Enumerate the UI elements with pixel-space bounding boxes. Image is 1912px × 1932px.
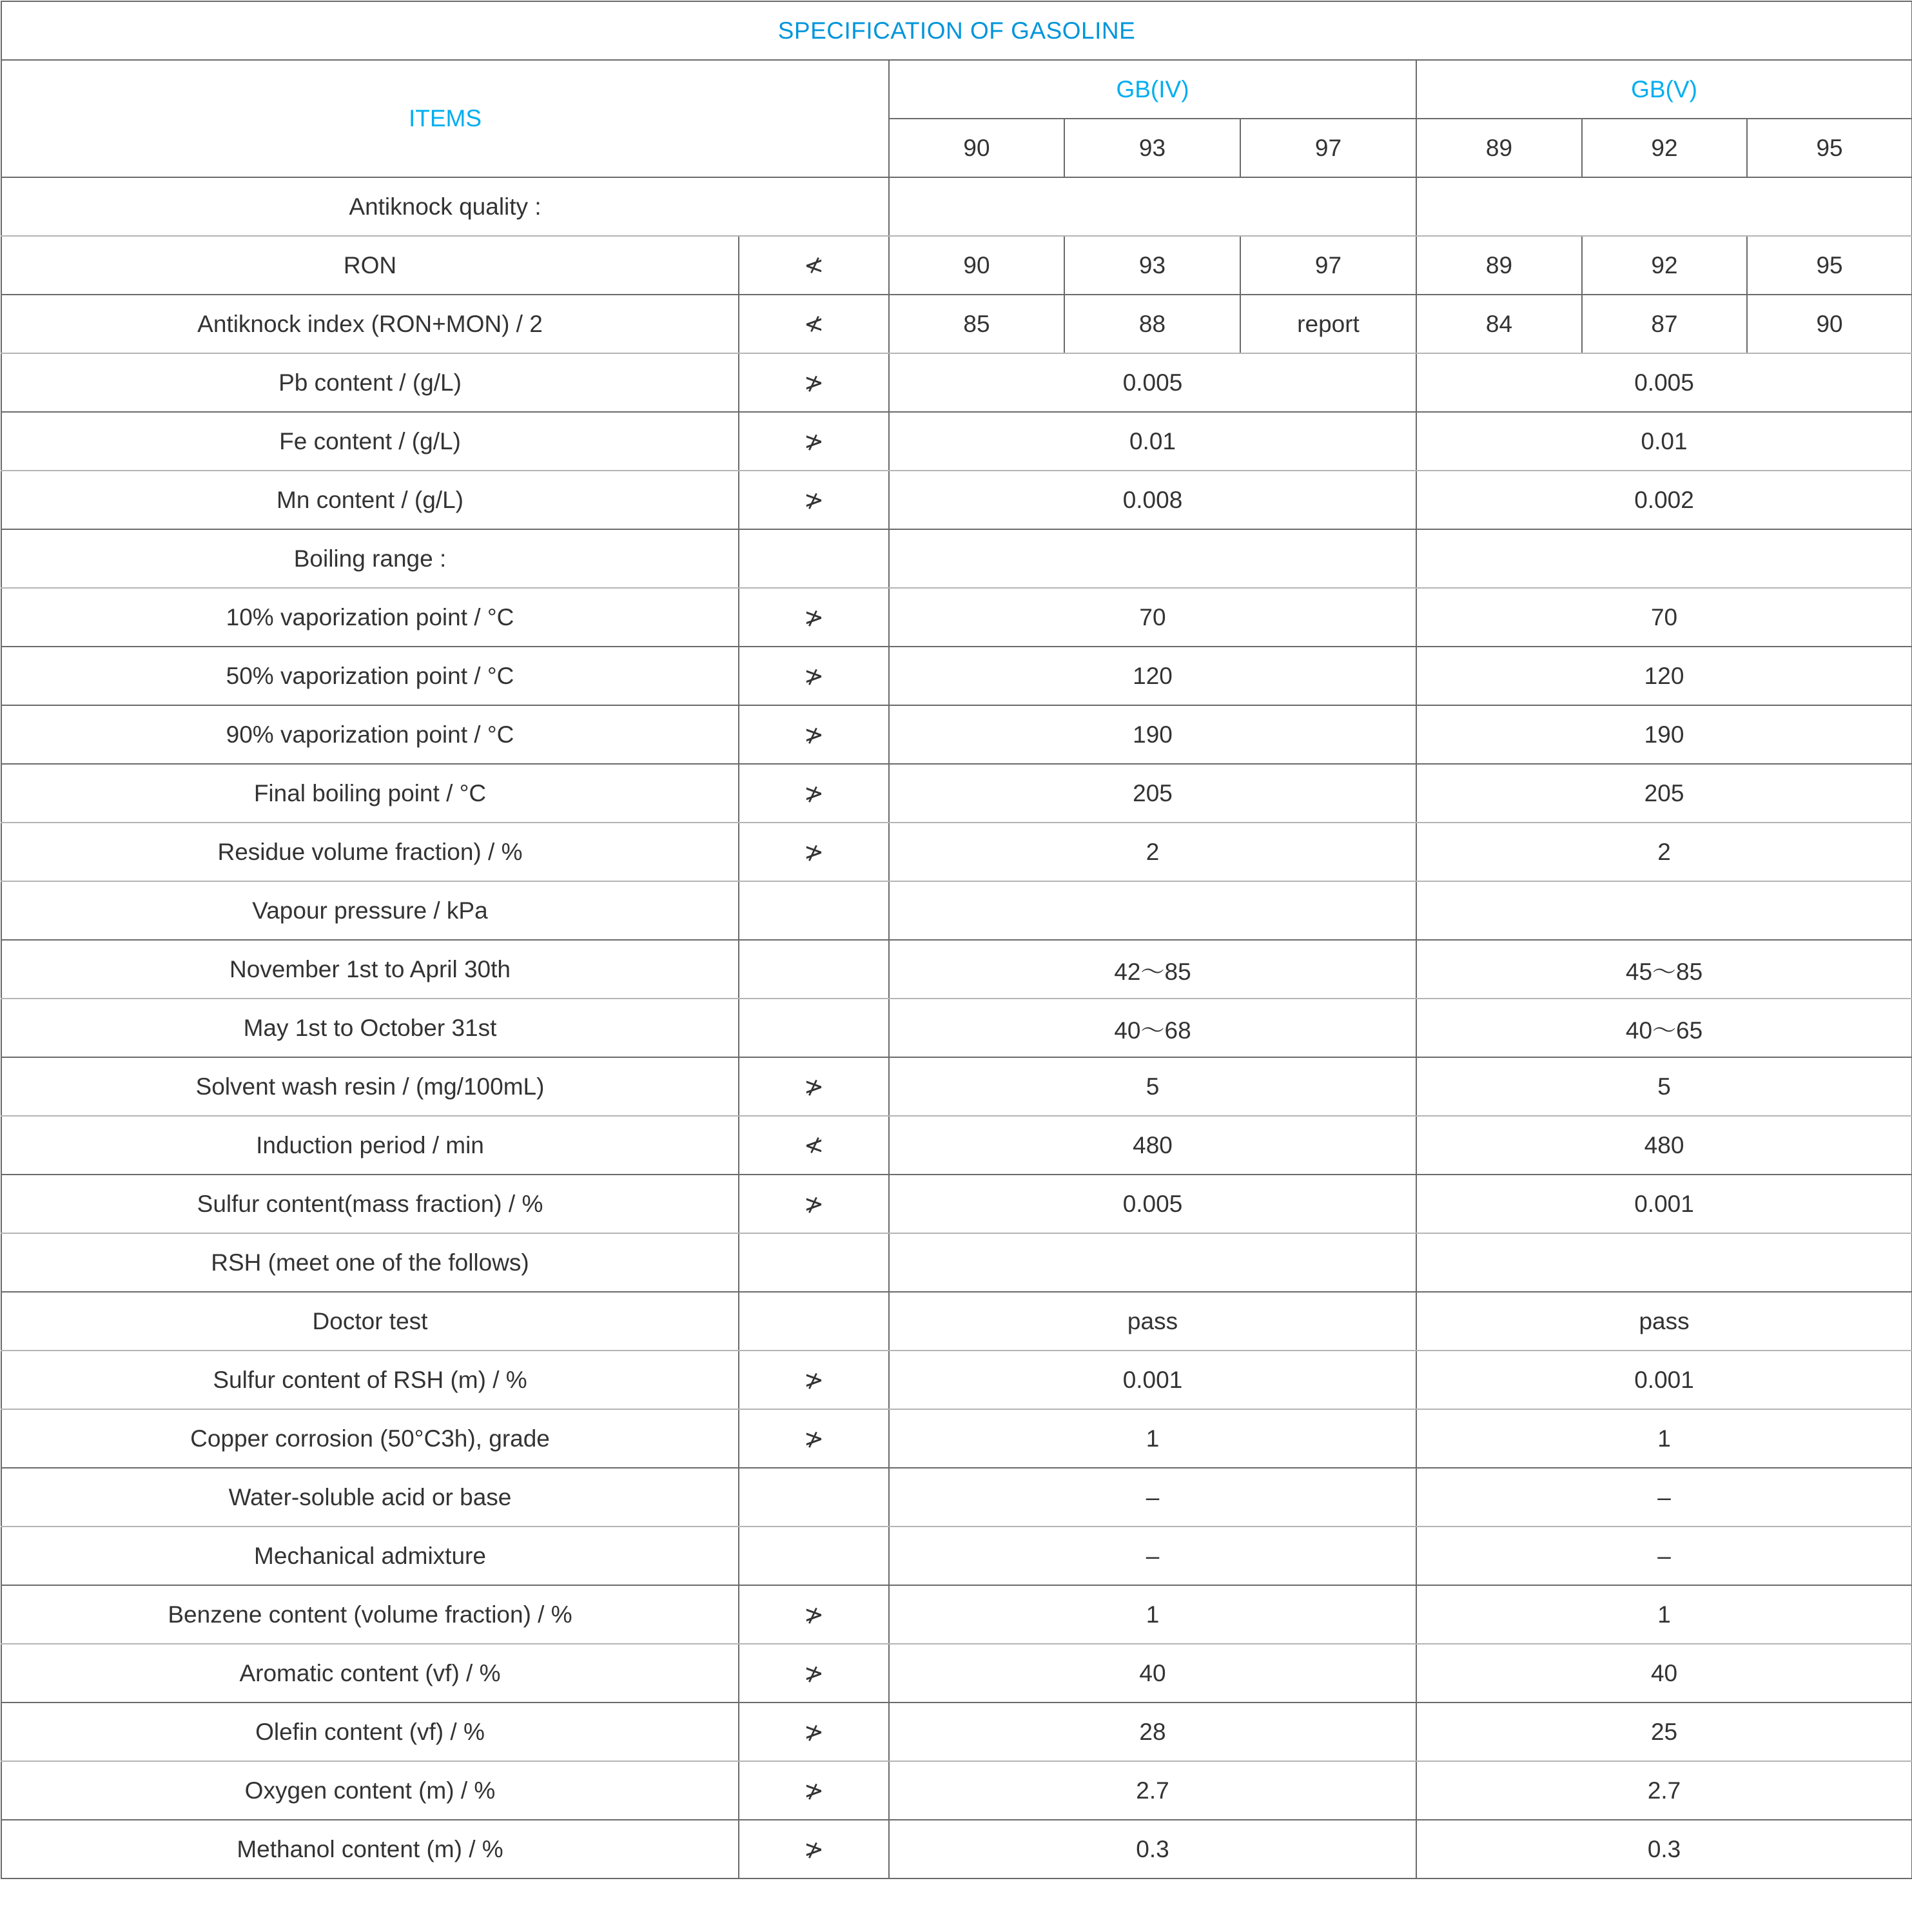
gb5-value: 190 xyxy=(1416,705,1912,764)
gb5-value: 1 xyxy=(1416,1409,1912,1468)
gb4-value xyxy=(889,529,1416,588)
gb4-value: 2.7 xyxy=(889,1761,1416,1820)
table-row xyxy=(1,1761,1912,1820)
item-label: Vapour pressure / kPa xyxy=(1,881,739,940)
limit-sign xyxy=(739,999,889,1057)
item-label: Pb content / (g/L) xyxy=(1,353,739,412)
gb5-value: 2 xyxy=(1416,823,1912,881)
item-label: Aromatic content (vf) / % xyxy=(1,1644,739,1703)
item-label: 10% vaporization point / °C xyxy=(1,588,739,647)
item-label: Sulfur content of RSH (m) / % xyxy=(1,1351,739,1409)
gb4-90-value: 90 xyxy=(889,236,1064,295)
table-row xyxy=(1,588,1912,647)
table-row xyxy=(1,236,1912,295)
item-label: Oxygen content (m) / % xyxy=(1,1761,739,1820)
table-row xyxy=(1,1175,1912,1233)
item-label: Final boiling point / °C xyxy=(1,764,739,823)
table-row xyxy=(1,1527,1912,1585)
gb5-95-value: 95 xyxy=(1747,236,1912,295)
limit-sign: ≯ xyxy=(739,1820,889,1878)
limit-sign: ≯ xyxy=(739,412,889,471)
gb4-value: 28 xyxy=(889,1703,1416,1761)
gb5-value: 2.7 xyxy=(1416,1761,1912,1820)
gb4-value: 0.005 xyxy=(889,1175,1416,1233)
limit-sign xyxy=(739,1292,889,1351)
gb4-value: 190 xyxy=(889,705,1416,764)
table-row xyxy=(1,177,1912,236)
gb5-89-value: 89 xyxy=(1416,236,1582,295)
gb4-value: 120 xyxy=(889,647,1416,705)
item-label: Fe content / (g/L) xyxy=(1,412,739,471)
item-label: Olefin content (vf) / % xyxy=(1,1703,739,1761)
item-label: Copper corrosion (50°C3h), grade xyxy=(1,1409,739,1468)
limit-sign: ≯ xyxy=(739,1703,889,1761)
group-header-gb5: GB(V) xyxy=(1416,60,1912,119)
limit-sign: ≯ xyxy=(739,1057,889,1116)
limit-sign xyxy=(739,1233,889,1292)
gb4-value: 0.01 xyxy=(889,412,1416,471)
title-row xyxy=(1,1,1912,60)
gb5-value: 70 xyxy=(1416,588,1912,647)
gb5-value xyxy=(1416,529,1912,588)
gb4-value: 1 xyxy=(889,1585,1416,1644)
gb5-value: 0.3 xyxy=(1416,1820,1912,1878)
gb5-value: 120 xyxy=(1416,647,1912,705)
table-row xyxy=(1,1233,1912,1292)
grade-header-gb5-95: 95 xyxy=(1747,119,1912,177)
limit-sign: ≯ xyxy=(739,1409,889,1468)
gb5-value: – xyxy=(1416,1527,1912,1585)
table-row xyxy=(1,412,1912,471)
limit-sign: ≯ xyxy=(739,1351,889,1409)
gb4-value: 5 xyxy=(889,1057,1416,1116)
gb5-92-value: 92 xyxy=(1582,236,1747,295)
limit-sign: ≯ xyxy=(739,353,889,412)
table-row xyxy=(1,1351,1912,1409)
table-row xyxy=(1,1703,1912,1761)
gb4-value: – xyxy=(889,1527,1416,1585)
gb4-value: 70 xyxy=(889,588,1416,647)
table-row xyxy=(1,295,1912,353)
gb4-value: 205 xyxy=(889,764,1416,823)
gb4-93-value: 93 xyxy=(1064,236,1240,295)
gb5-value: 480 xyxy=(1416,1116,1912,1175)
item-label: Water-soluble acid or base xyxy=(1,1468,739,1527)
table-title: SPECIFICATION OF GASOLINE xyxy=(1,1,1912,60)
limit-sign xyxy=(739,1527,889,1585)
table-row xyxy=(1,940,1912,999)
gb4-value: 480 xyxy=(889,1116,1416,1175)
limit-sign: ≮ xyxy=(739,295,889,353)
item-label: Residue volume fraction) / % xyxy=(1,823,739,881)
item-label: Mn content / (g/L) xyxy=(1,471,739,529)
gb5-89-value: 84 xyxy=(1416,295,1582,353)
gb5-value xyxy=(1416,1233,1912,1292)
table-row xyxy=(1,764,1912,823)
item-label: Doctor test xyxy=(1,1292,739,1351)
gb4-value: 2 xyxy=(889,823,1416,881)
group-header-gb4: GB(IV) xyxy=(889,60,1416,119)
gb4-value: – xyxy=(889,1468,1416,1527)
limit-sign: ≯ xyxy=(739,764,889,823)
gb4-93-value: 88 xyxy=(1064,295,1240,353)
gb4-value xyxy=(889,177,1416,236)
limit-sign: ≯ xyxy=(739,823,889,881)
gb4-value: 40～68 xyxy=(889,999,1416,1057)
limit-sign: ≯ xyxy=(739,471,889,529)
limit-sign: ≯ xyxy=(739,647,889,705)
gb4-90-value: 85 xyxy=(889,295,1064,353)
spec-table-body xyxy=(1,177,1912,1878)
limit-sign: ≯ xyxy=(739,1585,889,1644)
gb5-value: 40 xyxy=(1416,1644,1912,1703)
group-header-row xyxy=(1,60,1912,119)
item-label: November 1st to April 30th xyxy=(1,940,739,999)
gb5-value: pass xyxy=(1416,1292,1912,1351)
grade-header-gb4-93: 93 xyxy=(1064,119,1240,177)
item-label: Mechanical admixture xyxy=(1,1527,739,1585)
limit-sign: ≯ xyxy=(739,1761,889,1820)
gb4-value: 1 xyxy=(889,1409,1416,1468)
item-label: Antiknock quality : xyxy=(1,177,889,236)
grade-header-gb4-90: 90 xyxy=(889,119,1064,177)
table-row xyxy=(1,1820,1912,1878)
limit-sign: ≯ xyxy=(739,588,889,647)
gb4-value: 42～85 xyxy=(889,940,1416,999)
gb5-95-value: 90 xyxy=(1747,295,1912,353)
table-row xyxy=(1,1585,1912,1644)
gb4-value: 0.001 xyxy=(889,1351,1416,1409)
limit-sign: ≮ xyxy=(739,236,889,295)
table-row xyxy=(1,529,1912,588)
gb5-value: – xyxy=(1416,1468,1912,1527)
item-label: Methanol content (m) / % xyxy=(1,1820,739,1878)
table-row xyxy=(1,1409,1912,1468)
limit-sign: ≯ xyxy=(739,1175,889,1233)
item-label: Solvent wash resin / (mg/100mL) xyxy=(1,1057,739,1116)
gb4-value: 40 xyxy=(889,1644,1416,1703)
table-row xyxy=(1,705,1912,764)
limit-sign xyxy=(739,1468,889,1527)
gb5-value: 0.01 xyxy=(1416,412,1912,471)
table-row xyxy=(1,1468,1912,1527)
item-label: RON xyxy=(1,236,739,295)
gb5-value xyxy=(1416,177,1912,236)
item-label: RSH (meet one of the follows) xyxy=(1,1233,739,1292)
gb4-value xyxy=(889,1233,1416,1292)
item-label: Induction period / min xyxy=(1,1116,739,1175)
limit-sign xyxy=(739,881,889,940)
gb4-97-value: 97 xyxy=(1240,236,1416,295)
gasoline-spec-table xyxy=(1,1,1912,1879)
gb5-value: 25 xyxy=(1416,1703,1912,1761)
table-row xyxy=(1,823,1912,881)
grade-header-gb5-92: 92 xyxy=(1582,119,1747,177)
table-row xyxy=(1,999,1912,1057)
gb5-value: 45～85 xyxy=(1416,940,1912,999)
gb4-value: 0.3 xyxy=(889,1820,1416,1878)
table-row xyxy=(1,1116,1912,1175)
gb5-92-value: 87 xyxy=(1582,295,1747,353)
grade-header-gb4-97: 97 xyxy=(1240,119,1416,177)
limit-sign: ≮ xyxy=(739,1116,889,1175)
item-label: May 1st to October 31st xyxy=(1,999,739,1057)
gb4-value: 0.005 xyxy=(889,353,1416,412)
table-row xyxy=(1,1644,1912,1703)
gb5-value: 0.001 xyxy=(1416,1351,1912,1409)
item-label: 90% vaporization point / °C xyxy=(1,705,739,764)
item-label: 50% vaporization point / °C xyxy=(1,647,739,705)
grade-header-gb5-89: 89 xyxy=(1416,119,1582,177)
table-row xyxy=(1,471,1912,529)
gb5-value: 205 xyxy=(1416,764,1912,823)
gb5-value: 40～65 xyxy=(1416,999,1912,1057)
table-row xyxy=(1,647,1912,705)
gb5-value: 1 xyxy=(1416,1585,1912,1644)
table-row xyxy=(1,353,1912,412)
item-label: Antiknock index (RON+MON) / 2 xyxy=(1,295,739,353)
item-label: Sulfur content(mass fraction) / % xyxy=(1,1175,739,1233)
limit-sign xyxy=(739,529,889,588)
gb5-value xyxy=(1416,881,1912,940)
table-row xyxy=(1,881,1912,940)
items-column-header: ITEMS xyxy=(1,60,889,177)
table-row xyxy=(1,1292,1912,1351)
gb5-value: 0.005 xyxy=(1416,353,1912,412)
gb4-value xyxy=(889,881,1416,940)
limit-sign: ≯ xyxy=(739,705,889,764)
table-row xyxy=(1,1057,1912,1116)
item-label: Benzene content (volume fraction) / % xyxy=(1,1585,739,1644)
limit-sign: ≯ xyxy=(739,1644,889,1703)
gb5-value: 0.002 xyxy=(1416,471,1912,529)
gb4-value: pass xyxy=(889,1292,1416,1351)
item-label: Boiling range : xyxy=(1,529,739,588)
gb5-value: 5 xyxy=(1416,1057,1912,1116)
gb4-value: 0.008 xyxy=(889,471,1416,529)
gb5-value: 0.001 xyxy=(1416,1175,1912,1233)
gb4-97-value: report xyxy=(1240,295,1416,353)
limit-sign xyxy=(739,940,889,999)
